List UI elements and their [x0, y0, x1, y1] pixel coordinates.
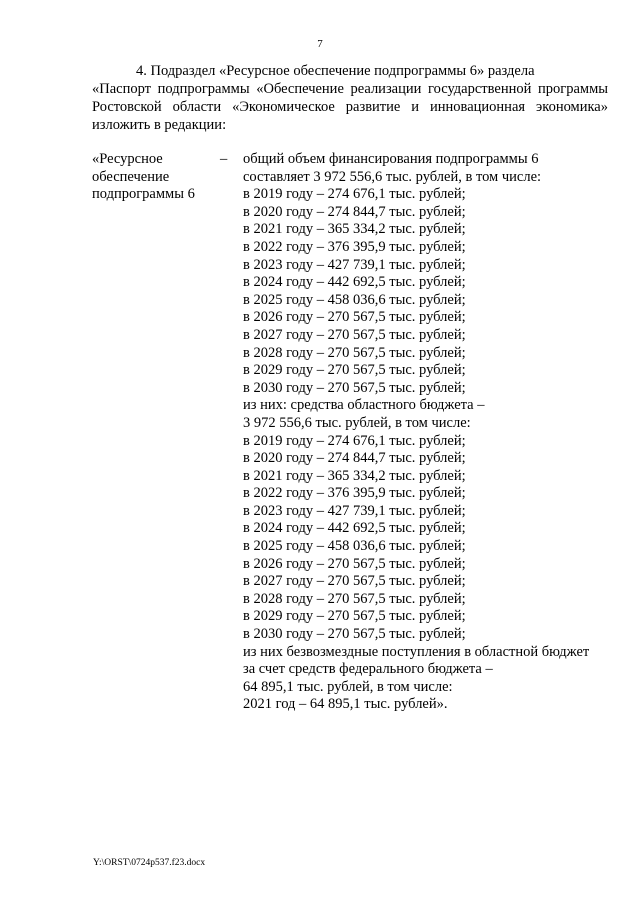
funding-line: в 2022 году – 376 395,9 тыс. рублей; [243, 485, 466, 502]
funding-line: 64 895,1 тыс. рублей, в том числе: [243, 678, 453, 695]
funding-line: в 2025 году – 458 036,6 тыс. рублей; [243, 538, 466, 555]
funding-line: в 2019 году – 274 676,1 тыс. рублей; [243, 432, 466, 449]
funding-line: общий объем финансирования подпрограммы 6 [243, 151, 539, 167]
funding-line: в 2028 году – 270 567,5 тыс. рублей; [243, 590, 466, 607]
document-file-path: Y:\ORST\0724p537.f23.docx [93, 858, 206, 868]
funding-line: в 2020 году – 274 844,7 тыс. рублей; [243, 203, 466, 220]
intro-line: 4. Подраздел «Ресурсное обеспечение подпрограммы 6» раздела [136, 63, 535, 79]
funding-line: в 2029 году – 270 567,5 тыс. рублей; [243, 362, 466, 379]
funding-line: в 2026 году – 270 567,5 тыс. рублей; [243, 309, 466, 326]
section-label-line: обеспечение [92, 168, 170, 185]
funding-line: 3 972 556,6 тыс. рублей, в том числе: [243, 414, 471, 431]
intro-line: программы Ростовской области «Экономическое развитие и инновационная [92, 81, 608, 115]
section-label-line: подпрограммы 6 [92, 186, 195, 203]
funding-line: в 2025 году – 458 036,6 тыс. рублей; [243, 291, 466, 308]
funding-line: в 2021 году – 365 334,2 тыс. рублей; [243, 221, 466, 238]
funding-line: 2021 год – 64 895,1 тыс. рублей». [243, 696, 448, 713]
funding-line: за счет средств федерального бюджета – [243, 661, 493, 678]
intro-paragraph [92, 62, 608, 134]
page-number: 7 [317, 38, 323, 50]
funding-line: в 2024 году – 442 692,5 тыс. рублей; [243, 274, 466, 291]
funding-line: в 2024 году – 442 692,5 тыс. рублей; [243, 520, 466, 537]
funding-line: в 2023 году – 427 739,1 тыс. рублей; [243, 256, 466, 273]
label-dash: – [220, 151, 228, 167]
section-label [92, 151, 212, 204]
funding-line: составляет 3 972 556,6 тыс. рублей, в том числе: [243, 168, 542, 185]
funding-line: в 2021 году – 365 334,2 тыс. рублей; [243, 467, 466, 484]
funding-line: из них: средства областного бюджета – [243, 397, 485, 414]
section-label-line: «Ресурсное [92, 151, 163, 167]
funding-line: в 2030 году – 270 567,5 тыс. рублей; [243, 626, 466, 643]
funding-line: в 2020 году – 274 844,7 тыс. рублей; [243, 450, 466, 467]
funding-line: в 2027 году – 270 567,5 тыс. рублей; [243, 573, 466, 590]
funding-line: в 2030 году – 270 567,5 тыс. рублей; [243, 379, 466, 396]
intro-line: «Паспорт подпрограммы «Обеспечение реализации государственной [92, 81, 532, 97]
funding-line: из них безвозмездные поступления в областной бюджет [243, 643, 590, 660]
funding-line: в 2022 году – 376 395,9 тыс. рублей; [243, 238, 466, 255]
funding-line: в 2019 году – 274 676,1 тыс. рублей; [243, 186, 466, 203]
funding-line: в 2029 году – 270 567,5 тыс. рублей; [243, 608, 466, 625]
intro-line: экономика» изложить в редакции: [92, 99, 608, 133]
funding-line: в 2023 году – 427 739,1 тыс. рублей; [243, 502, 466, 519]
funding-content [243, 151, 615, 714]
funding-line: в 2026 году – 270 567,5 тыс. рублей; [243, 555, 466, 572]
funding-line: в 2027 году – 270 567,5 тыс. рублей; [243, 326, 466, 343]
funding-line: в 2028 году – 270 567,5 тыс. рублей; [243, 344, 466, 361]
